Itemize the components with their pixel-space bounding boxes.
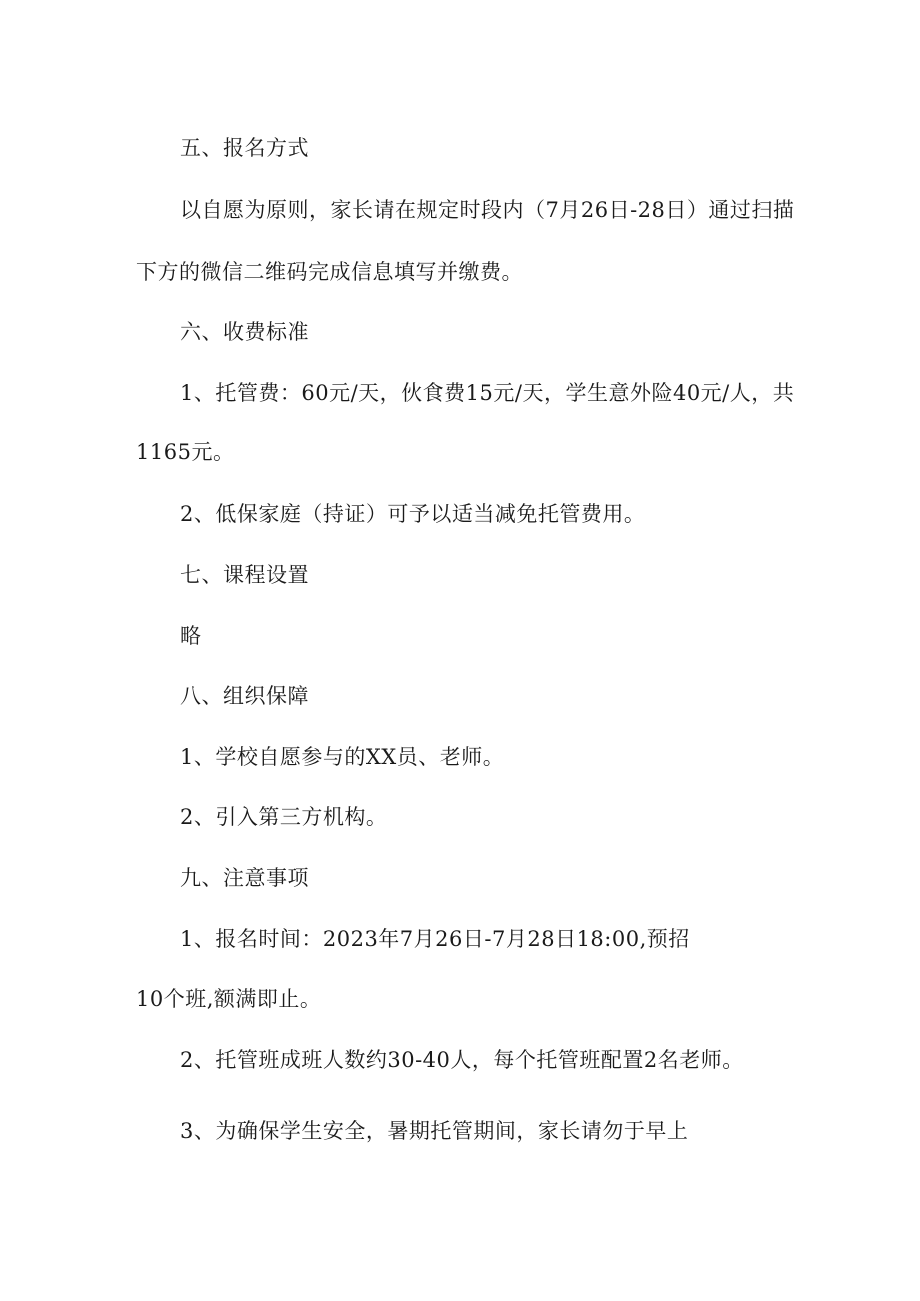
paragraph-line: 1、托管费：60元/天，伙食费15元/天，学生意外险40元/人，共 xyxy=(180,381,795,405)
section-heading-organization: 八、组织保障 xyxy=(180,684,309,708)
paragraph-line: 2、低保家庭（持证）可予以适当减免托管费用。 xyxy=(180,502,646,526)
paragraph-line: 1、报名时间：2023年7月26日-7月28日18:00,预招 xyxy=(180,927,690,951)
section-heading-fees: 六、收费标准 xyxy=(180,320,309,344)
paragraph-line: 10个班,额满即止。 xyxy=(136,987,322,1011)
paragraph-line: 2、引入第三方机构。 xyxy=(180,805,388,829)
section-heading-courses: 七、课程设置 xyxy=(180,563,309,587)
paragraph-line: 2、托管班成班人数约30-40人，每个托管班配置2名老师。 xyxy=(180,1048,744,1072)
paragraph-line: 略 xyxy=(180,624,202,648)
paragraph-line: 下方的微信二维码完成信息填写并缴费。 xyxy=(136,260,523,284)
section-heading-registration: 五、报名方式 xyxy=(180,136,309,160)
section-heading-notes: 九、注意事项 xyxy=(180,866,309,890)
paragraph-line: 以自愿为原则，家长请在规定时段内（7月26日-28日）通过扫描 xyxy=(180,198,795,222)
paragraph-line: 1、学校自愿参与的XX员、老师。 xyxy=(180,745,505,769)
paragraph-line: 3、为确保学生安全，暑期托管期间，家长请勿于早上 xyxy=(180,1119,689,1143)
paragraph-line: 1165元。 xyxy=(136,440,235,464)
